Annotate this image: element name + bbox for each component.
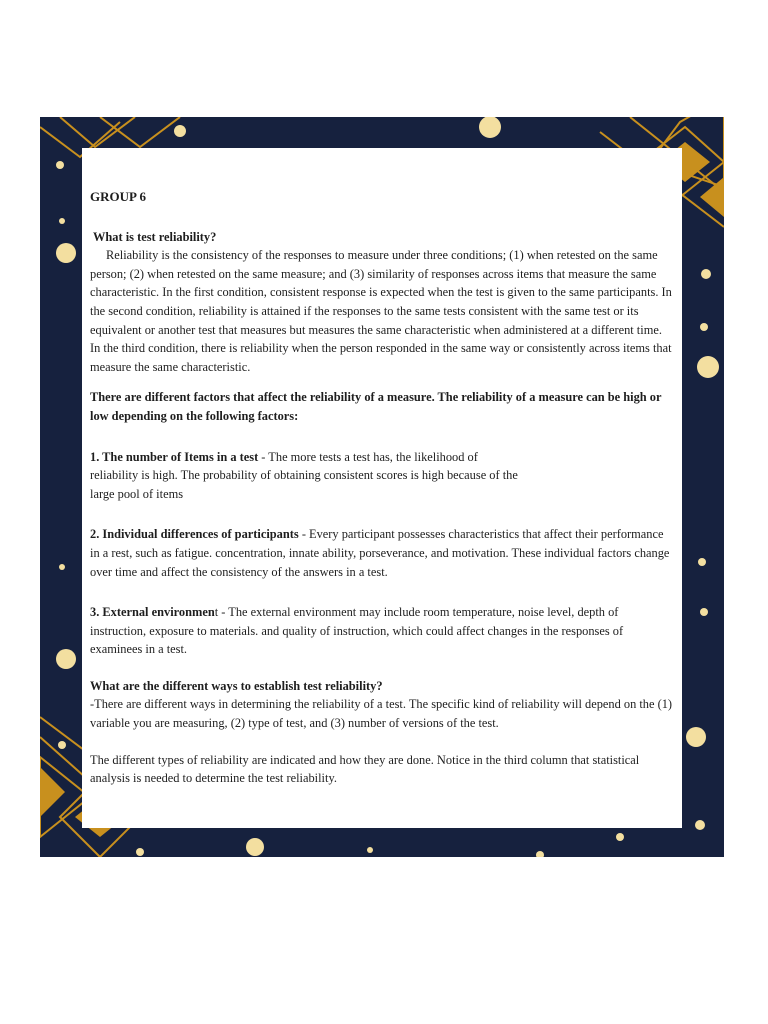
- factor-3-text: t - The external environment may include room temperature, noise level, depth of instruction, exposure to materials. and quality of instruction, which could affect changes in the responses of examinees in a test.: [90, 605, 624, 657]
- types-text: The different types of reliability are indicated and how they are done. Notice in the third column that statistical analysis is needed to determine the test reliability.: [90, 752, 640, 786]
- factor-2: [90, 525, 674, 581]
- ways-text: -There are different ways in determining the reliability of a test. The specific kind of reliability will depend on the (1) variable you are measuring, (2) type of test, and (3) number of versions of the test.: [90, 697, 673, 731]
- group-heading: GROUP 6: [90, 189, 146, 204]
- factors-intro: There are different factors that affect the reliability of a measure. The reliability of a measure can be high or low depending on the following factors:: [90, 390, 662, 423]
- factor-1-text: - The more tests a test has, the likelihood of reliability is high. The probability of obtaining consistent scores is high because of the large pool of items: [90, 449, 518, 501]
- question-test-reliability: What is test reliability?: [93, 229, 217, 244]
- document-page: [82, 148, 682, 828]
- factor-2-title: 2. Individual differences of participants: [90, 527, 299, 542]
- factor-1-title: 1. The number of Items in a test: [90, 449, 259, 464]
- reliability-definition: Reliability is the consistency of the responses to measure under three conditions; (1) when retested on the same person; (2) when retested on the same measure; and (3) similarity of responses across items that measure the same characteristic. In the first condition, consistent response is expected when the test is given to the same participants. In the second condition, reliability is attained if the responses to the same tests consistent with the same test or its equivalent or another test that measures but measures the same characteristic when administered at a different time. In the third condition, there is reliability when the person responded in the same way or consistently across items that measure the same characteristic.: [90, 248, 672, 374]
- factor-3: [90, 603, 674, 659]
- factor-2-text: - Every participant possesses characteristics that affect their performance in a rest, such as fatigue. concentration, innate ability, porseverance, and motivation. These individual factors change over time and affect the consistency of the answers in a test.: [90, 527, 670, 579]
- factor-3-title: 3. External environmen: [90, 605, 215, 620]
- question-ways: What are the different ways to establish test reliability?: [90, 678, 383, 693]
- factor-1: [90, 448, 520, 504]
